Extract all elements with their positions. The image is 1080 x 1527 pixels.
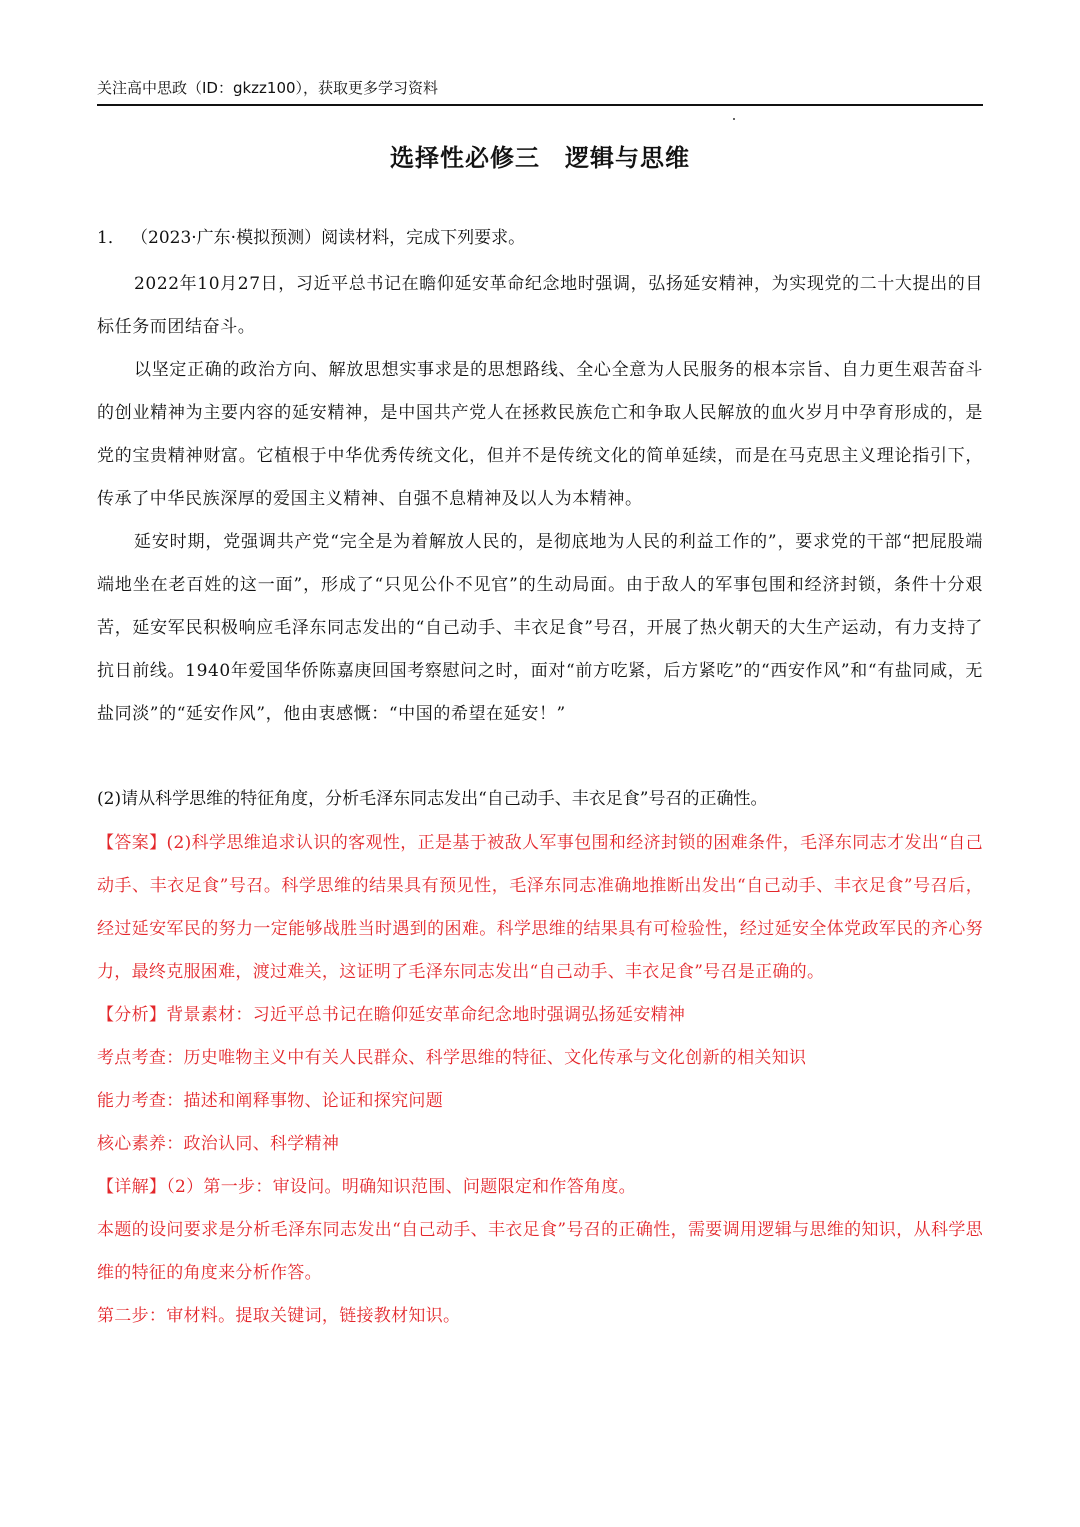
analysis-label: 【分析】 — [97, 1005, 167, 1025]
question-source: （2023·广东·模拟预测）阅读材料，完成下列要求。 — [131, 228, 526, 248]
answer-section — [97, 822, 983, 1338]
material-paragraph-2: 以坚定正确的政治方向、解放思想实事求是的思想路线、全心全意为人民服务的根本宗旨、自力更生艰苦奋斗的创业精神为主要内容的延安精神，是中国共产党人在拯救民族危亡和争取人民解放的血火岁月中孕育形成的，是党的宝贵精神财富。它植根于中华优秀传统文化，但并不是传统文化的简单延续，而是在马克思主义理论指引下，传承了中华民族深厚的爱国主义精神、自强不息精神及以人为本精神。 — [97, 360, 983, 509]
analysis-literacy: 核心素养：政治认同、科学精神 — [97, 1134, 340, 1154]
analysis-exam-points: 考点考查：历史唯物主义中有关人民群众、科学思维的特征、文化传承与文化创新的相关知识 — [97, 1048, 807, 1068]
sub-question: (2)请从科学思维的特征角度，分析毛泽东同志发出“自己动手、丰衣足食”号召的正确性。 — [97, 789, 768, 809]
analysis-ability: 能力考查：描述和阐释事物、论证和探究问题 — [97, 1091, 443, 1111]
document-page — [97, 0, 983, 1527]
detail-step1-text: （2）第一步：审设问。明确知识范围、问题限定和作答角度。 — [166, 1177, 636, 1197]
material-paragraph-1: 2022年10月27日，习近平总书记在瞻仰延安革命纪念地时强调，弘扬延安精神，为实现党的二十大提出的目标任务而团结奋斗。 — [97, 274, 983, 337]
page-header — [97, 72, 983, 106]
answer-text: (2)科学思维追求认识的客观性，正是基于被敌人军事包围和经济封锁的困难条件，毛泽东同志才发出“自己动手、丰衣足食”号召。科学思维的结果具有预见性，毛泽东同志准确地推断出发出“自己动手、丰衣足食”号召后，经过延安军民的努力一定能够战胜当时遇到的困难。科学思维的结果具有可检验性，经过延安全体党政军民的齐心努力，最终克服困难，渡过难关，这证明了毛泽东同志发出“自己动手、丰衣足食”号召是正确的。 — [97, 833, 983, 982]
detail-label: 【详解】 — [97, 1177, 167, 1197]
analysis-background-text: 背景素材：习近平总书记在瞻仰延安革命纪念地时强调弘扬延安精神 — [166, 1005, 686, 1025]
header-text: 关注高中思政（ID：gkzz100），获取更多学习资料 — [97, 79, 439, 97]
material-paragraph-3: 延安时期，党强调共产党“完全是为着解放人民的，是彻底地为人民的利益工作的”，要求党的干部“把屁股端端地坐在老百姓的这一面”，形成了“只见公仆不见官”的生动局面。由于敌人的军事包围和经济封锁，条件十分艰苦，延安军民积极响应毛泽东同志发出的“自己动手、丰衣足食”号召，开展了热火朝天的大生产运动，有力支持了抗日前线。1940年爱国华侨陈嘉庚回国考察慰问之时，面对“前方吃紧，后方紧吃”的“西安作风”和“有盐同咸，无盐同淡”的“延安作风”，他由衷感慨：“中国的希望在延安！” — [97, 532, 983, 724]
material-text — [97, 263, 983, 736]
detail-step1-explanation: 本题的设问要求是分析毛泽东同志发出“自己动手、丰衣足食”号召的正确性，需要调用逻辑与思维的知识，从科学思维的特征的角度来分析作答。 — [97, 1220, 983, 1283]
detail-step2: 第二步：审材料。提取关键词，链接教材知识。 — [97, 1306, 461, 1326]
page-title: 选择性必修三 逻辑与思维 — [390, 144, 690, 172]
detail-step1 — [97, 1166, 983, 1209]
answer-paragraph — [97, 822, 983, 994]
question-intro — [97, 224, 983, 252]
question-number: 1． — [97, 228, 125, 248]
analysis-background — [97, 994, 983, 1037]
answer-label: 【答案】 — [97, 833, 167, 853]
header-dot — [733, 118, 735, 120]
